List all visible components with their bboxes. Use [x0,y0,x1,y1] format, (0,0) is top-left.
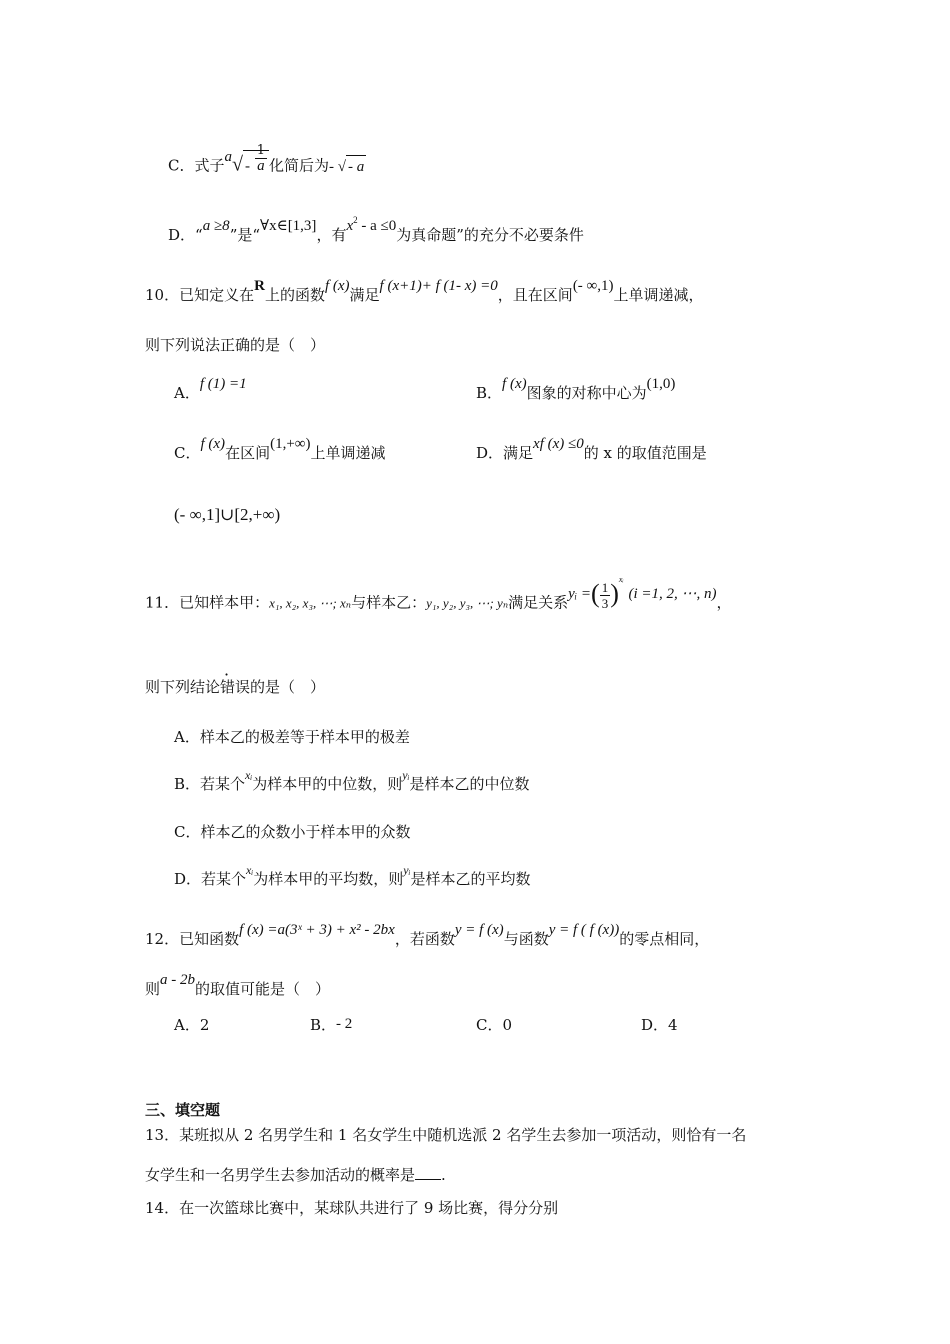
q9-d-inequality: $x^2 - a \le 0$ [346,215,397,234]
q10-c-label: C． [174,444,201,462]
q10-a-expr: f (1) =1 [199,376,247,392]
q11-paren-close: ) [610,578,619,608]
q11-relation-range: (i =1, 2, ⋯, n) [628,585,717,602]
q10-a-label: A． [174,384,200,402]
q9-c-result: - √ - a [329,159,366,175]
q9-d-set: ∀x∈[1,3] [260,218,317,234]
q9-d-mid: ，有 [316,226,347,244]
q12-text-b: ，若函数 [394,930,455,948]
q12-line2-a: 则 [145,980,161,998]
q13-line1: 13．某班拟从 2 名男学生和 1 名女学生中随机选派 2 名学生去参加一项活动，则恰有一名 [145,1126,747,1144]
q12-function: f (x) =a(3ˣ + 3) + x² - 2bx [239,922,395,938]
q11-relation-exp: xᵢ [618,574,624,584]
q10-c-expr: f (x) [200,436,226,452]
q10-c-text2: 上单调递减 [310,444,386,462]
q11-d-text2: 为样本甲的平均数，则 [253,870,404,888]
q12-line2-expr: a - 2b [160,972,196,988]
q9-option-c [168,143,366,182]
q11-d-text3: 是样本乙的平均数 [410,870,531,888]
q10-R: R [254,278,265,294]
q11-b-text2: 为样本甲的中位数，则 [252,775,403,793]
q10-c-interval: (1,+∞) [270,436,311,452]
q11-d-text1: D．若某个 [174,870,247,888]
q9-c-radicand: - $\frac{1}{a}$ [243,150,269,182]
q9-d-condition: a ≥8 [202,218,230,234]
q10-text-e: 上单调递减， [613,286,704,304]
q10-text-c: 满足 [349,286,380,304]
q12-option-a: A．2 [174,1016,210,1034]
q11-b-text3: 是样本乙的中位数 [409,775,530,793]
q12-y2: y = f ( f (x)) [548,922,620,938]
q12-stem-line2 [145,972,331,1001]
q11-line2-emphasis: 错误 [220,678,251,696]
q11-text-a: 11．已知样本甲： [145,593,270,612]
q10-text-d: ，且在区间 [497,286,573,304]
q12-text-a: 12．已知函数 [145,930,240,948]
q9-c-sqrt-sign: √ [231,153,243,176]
q11-stem-line1 [145,574,732,619]
q12-line2-b: 的取值可能是（ ） [195,980,331,998]
q9-d-quote-open: “ [195,226,203,244]
q12-b-value: - 2 [336,1016,353,1032]
q10-fx: f (x) [324,278,350,294]
q11-relation-lhs: yᵢ = [568,585,592,602]
q9-d-label: D． [168,226,196,244]
q11-text-b: 与样本乙： [351,593,427,612]
q11-d-xi: xᵢ [246,863,254,877]
q12-text-d: 的零点相同， [619,930,710,948]
q11-paren-open: ( [591,578,600,608]
q11-sample-y: y₁, y₂, y₃, ⋯; yₙ [426,595,509,611]
q10-d-text: 的 x 的取值范围是 [583,444,707,462]
q13-line2-text: 女学生和一名男学生去参加活动的概率是 [145,1166,416,1184]
q10-option-d-answer: (- ∞,1]∪[2,+∞) [174,505,281,524]
q10-equation: f (x+1)+ f (1- x) =0 [379,278,498,294]
q9-option-d [168,215,584,248]
q11-relation-frac: $\frac{1}{3}$ [601,580,609,611]
q10-option-c [174,436,386,465]
q9-c-mid: 化简后为 [269,156,330,175]
q13-line2-period: . [441,1166,446,1184]
q12-option-c: C．0 [476,1016,513,1034]
q10-text-b: 上的函数 [264,286,325,304]
q9-d-quote-mid: ”是“ [229,226,261,244]
q13-answer-blank[interactable] [415,1165,441,1180]
q14-line1: 14．在一次篮球比赛中，某球队共进行了 9 场比赛，得分分别 [145,1199,559,1217]
q10-b-text: 图象的对称中心为 [526,384,647,402]
q11-option-b [174,768,530,796]
q11-text-d: ， [716,593,732,612]
q11-b-yi: yᵢ [402,768,410,782]
q9-c-label: C．式子 [168,156,225,175]
q11-option-c: C．样本乙的众数小于样本甲的众数 [174,823,411,841]
q10-b-point: (1,0) [646,376,676,392]
q10-b-expr: f (x) [502,376,527,392]
q11-b-xi: xᵢ [245,768,253,782]
q10-b-label: B． [476,384,503,402]
q11-text-c: 满足关系 [508,593,569,612]
q10-c-text1: 在区间 [225,444,271,462]
q11-line2-b: 的是（ ） [250,678,326,696]
q10-d-expr: xf (x) ≤0 [533,436,584,452]
q9-d-tail: 为真命题”的充分不必要条件 [396,226,584,244]
q10-interval: (- ∞,1) [572,278,614,294]
q11-option-d [174,863,531,891]
q13-line2 [145,1164,446,1186]
q12-option-b [310,1014,352,1037]
q11-d-yi: yᵢ [403,863,411,877]
q10-stem-line1 [145,278,704,307]
q11-b-text1: B．若某个 [174,775,246,793]
q10-text-a: 10．已知定义在 [145,286,255,304]
q10-option-a [174,376,247,405]
q12-option-d: D．4 [641,1016,678,1034]
q10-option-d [476,436,707,465]
q11-stem-line2 [145,676,325,698]
q12-b-label: B． [310,1016,337,1034]
q11-sample-x: x₁, x₂, x₃, ⋯; xₙ [269,595,352,611]
q11-option-a: A．样本乙的极差等于样本甲的极差 [174,728,410,746]
q12-y1: y = f (x) [454,922,504,938]
q9-c-a: a [224,148,232,165]
section-heading-fill-in: 三、填空题 [145,1101,221,1119]
q12-stem-line1 [145,922,710,951]
q11-line2-a: 则下列结论 [145,678,221,696]
q12-text-c: 与函数 [503,930,549,948]
q10-option-b [476,376,676,405]
q10-d-label: D．满足 [476,444,534,462]
q10-stem-line2: 则下列说法正确的是（ ） [145,336,326,354]
